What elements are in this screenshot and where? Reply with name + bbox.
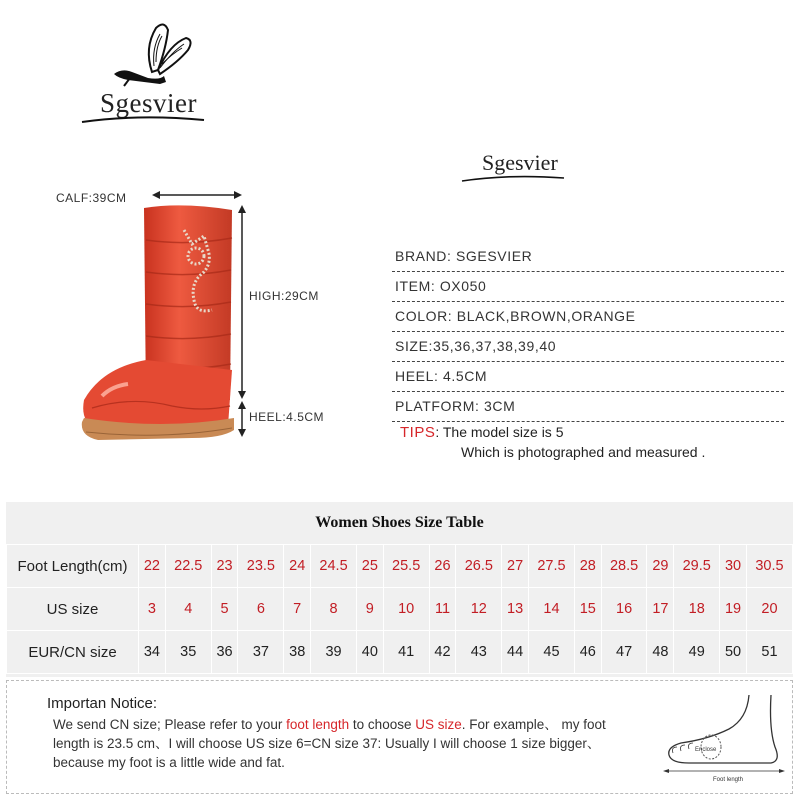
size-table-cell: 26 (429, 545, 456, 588)
size-table-cell: 15 (574, 588, 601, 631)
brand-logo-text: Sgesvier (100, 88, 197, 118)
spec-item: ITEM: OX050 (392, 272, 784, 302)
size-table-cell: 35 (165, 631, 211, 674)
spec-color: COLOR: BLACK,BROWN,ORANGE (392, 302, 784, 332)
size-table-cell: 39 (311, 631, 357, 674)
size-table-cell: 38 (284, 631, 311, 674)
size-table-cell: 43 (456, 631, 502, 674)
butterfly-heel-icon (108, 18, 198, 88)
size-table-cell: 27 (502, 545, 529, 588)
size-table-cell: 25.5 (383, 545, 429, 588)
size-table-cell: 4 (165, 588, 211, 631)
size-table-cell: 17 (647, 588, 674, 631)
size-table-cell: 22.5 (165, 545, 211, 588)
size-table-cell: 36 (211, 631, 238, 674)
notice-box (6, 680, 793, 794)
tips-note (400, 424, 706, 460)
size-table-row-label: US size (7, 588, 139, 631)
boot-image (72, 200, 242, 450)
size-table-cell: 28 (574, 545, 601, 588)
size-table-cell: 29 (647, 545, 674, 588)
size-table-cell: 23 (211, 545, 238, 588)
size-table-cell: 25 (356, 545, 383, 588)
notice-highlight-foot-length: foot length (286, 717, 350, 732)
notice-text-3: . For example、 my foot length is 23.5 cm、I will choose US size 6=CN size 37: Usually I will choose 1 size bigger、because my foot is a little wide and fat. (53, 717, 606, 770)
size-table-cell: 18 (674, 588, 720, 631)
size-table-cell: 42 (429, 631, 456, 674)
size-table-cell: 51 (746, 631, 792, 674)
size-table-cell: 9 (356, 588, 383, 631)
size-table-row-label: Foot Length(cm) (7, 545, 139, 588)
size-table-cell: 37 (238, 631, 284, 674)
tips-line2: Which is photographed and measured . (461, 444, 706, 460)
calf-measurement: CALF:39CM (56, 191, 127, 205)
size-table-row-label: EUR/CN size (7, 631, 139, 674)
calf-arrow-icon (152, 190, 242, 200)
size-table-cell: 30 (720, 545, 747, 588)
swoosh-icon (78, 112, 208, 126)
size-table (6, 502, 793, 677)
size-table-cell: 34 (139, 631, 166, 674)
notice-title: Importan Notice: (47, 695, 158, 712)
size-table-cell: 50 (720, 631, 747, 674)
size-table-cell: 20 (746, 588, 792, 631)
diagram-enclose-label: Enclose (695, 747, 717, 753)
size-table-row (7, 631, 793, 674)
size-table-cell: 49 (674, 631, 720, 674)
spec-brand: BRAND: SGESVIER (392, 242, 784, 272)
spec-list (392, 242, 784, 422)
size-table-cell: 6 (238, 588, 284, 631)
spec-heel: HEEL: 4.5CM (392, 362, 784, 392)
size-table-cell: 3 (139, 588, 166, 631)
size-table-cell: 26.5 (456, 545, 502, 588)
diagram-foot-length-label: Foot length (713, 777, 744, 783)
size-table-cell: 29.5 (674, 545, 720, 588)
tips-line1: : The model size is 5 (435, 424, 564, 440)
size-table-cell: 46 (574, 631, 601, 674)
size-table-cell: 10 (383, 588, 429, 631)
size-table-cell: 7 (284, 588, 311, 631)
size-table-cell: 5 (211, 588, 238, 631)
notice-highlight-us-size: US size (415, 717, 462, 732)
heel-measurement: HEEL:4.5CM (249, 410, 325, 424)
brand-logo (78, 18, 218, 128)
size-table-title: Women Shoes Size Table (315, 514, 484, 531)
foot-measure-diagram (659, 689, 789, 785)
size-table-cell: 16 (601, 588, 647, 631)
size-table-cell: 27.5 (529, 545, 575, 588)
size-table-grid (6, 544, 793, 674)
size-table-cell: 30.5 (746, 545, 792, 588)
size-table-cell: 8 (311, 588, 357, 631)
size-table-row (7, 545, 793, 588)
size-table-cell: 24.5 (311, 545, 357, 588)
notice-body (53, 715, 633, 772)
size-table-cell: 11 (429, 588, 456, 631)
size-table-row (7, 588, 793, 631)
notice-text-1: We send CN size; Please refer to your (53, 717, 287, 732)
size-table-cell: 44 (502, 631, 529, 674)
swoosh-icon (458, 172, 568, 184)
spec-size: SIZE:35,36,37,38,39,40 (392, 332, 784, 362)
size-table-cell: 22 (139, 545, 166, 588)
size-table-cell: 19 (720, 588, 747, 631)
size-table-cell: 23.5 (238, 545, 284, 588)
size-table-cell: 41 (383, 631, 429, 674)
size-table-cell: 48 (647, 631, 674, 674)
size-table-cell: 12 (456, 588, 502, 631)
spec-platform: PLATFORM: 3CM (392, 392, 784, 422)
height-measurement: HIGH:29CM (249, 289, 319, 303)
size-table-cell: 24 (284, 545, 311, 588)
notice-text-2: to choose (349, 717, 416, 732)
tips-label: TIPS (400, 424, 436, 441)
size-table-cell: 14 (529, 588, 575, 631)
size-table-cell: 47 (601, 631, 647, 674)
size-table-cell: 13 (502, 588, 529, 631)
brand-logo-small (458, 146, 578, 194)
size-table-cell: 40 (356, 631, 383, 674)
size-table-cell: 28.5 (601, 545, 647, 588)
size-table-cell: 45 (529, 631, 575, 674)
brand-logo-small-text: Sgesvier (482, 150, 558, 175)
